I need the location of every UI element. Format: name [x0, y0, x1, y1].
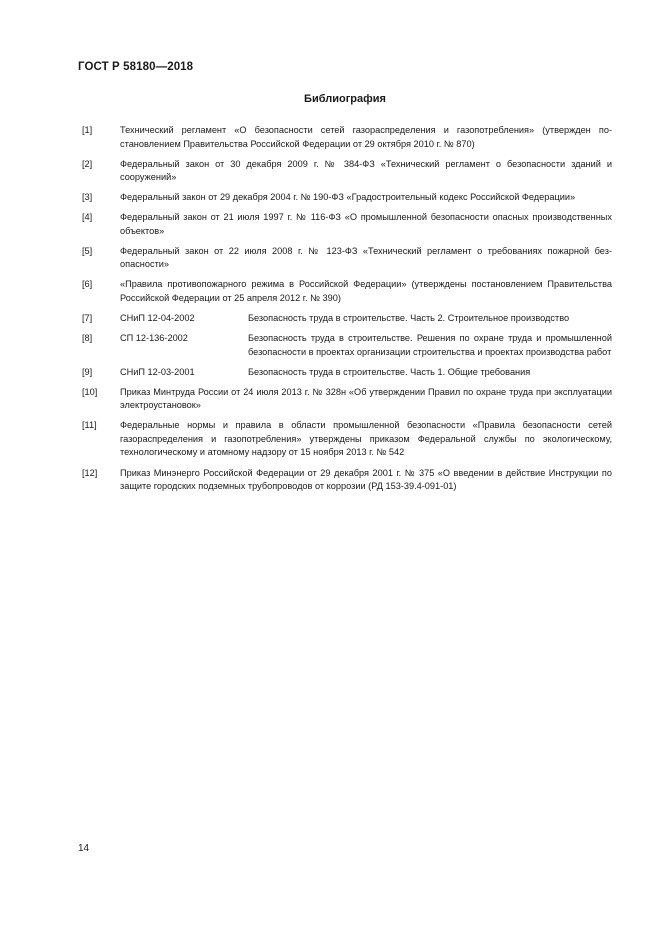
bibliography-entry [82, 245, 612, 272]
document-code: ГОСТ Р 58180—2018 [78, 61, 194, 73]
bibliography-entry [82, 386, 612, 413]
entry-number: [11] [82, 420, 97, 431]
bibliography-entry [82, 366, 612, 380]
entry-number: [9] [82, 366, 93, 377]
entry-text: Технический регламент «О безопасности сетей газораспределения и газопотребления» (утвержден постановлением Правительства Российской Федерации от 29 октября 2010 г. № 870) [120, 125, 612, 149]
entry-text: «Правила противопожарного режима в Российской Федерации» (утверждены постановлением Правительства Российской Федерации от 25 апреля 2012 г. № 390) [120, 279, 612, 303]
page-number: 14 [78, 843, 90, 854]
bibliography-entry [82, 312, 612, 326]
entry-standard-code: СНиП 12-04-2002 [120, 313, 195, 324]
entry-text: Приказ Минтруда России от 24 июля 2013 г. № 328н «Об утверждении Правил по охране труда при эксплуатации электроустановок» [120, 386, 612, 411]
entry-text: Федеральные нормы и правила в области промышленной безопасности «Правила безопасности сетей газораспределения и газопотребления» утверждены приказом Федеральной службы по экологическому, технологическому и атомному надзору от 15 ноября 2013 г. № 542 [120, 420, 612, 458]
entry-number: [1] [82, 125, 93, 135]
bibliography-entry [82, 467, 612, 494]
entry-number: [6] [82, 279, 93, 290]
bibliography-entry [82, 191, 612, 205]
bibliography-entry [82, 158, 612, 185]
entry-text: Федеральный закон от 30 декабря 2009 г. № 384-ФЗ «Технический регламент о безопасности зданий и сооружений» [120, 158, 612, 183]
bibliography-entry [82, 211, 612, 238]
bibliography-entry [82, 278, 612, 305]
bibliography-list [82, 124, 612, 500]
entry-text: Приказ Минэнерго Российской Федерации от 29 декабря 2001 г. № 375 «О введении в действие Инструкции по защите городских подземных трубопроводов от коррозии (РД 153-39.4-091-01) [120, 467, 612, 492]
entry-number: [10] [82, 386, 98, 397]
entry-number: [12] [82, 467, 98, 478]
entry-text: Федеральный закон от 21 июля 1997 г. № 116-ФЗ «О промышленной безопасности опасных производственных объектов» [120, 212, 612, 236]
entry-standard-title: Безопасность труда в строительстве. Решения по охране труда и промышленной безопасности в проектах организации строительства и проектах производства работ [248, 333, 612, 357]
entry-standard-title: Безопасность труда в строительстве. Часть 2. Строительное производство [248, 313, 570, 324]
entry-number: [2] [82, 158, 93, 169]
entry-number: [7] [82, 313, 93, 324]
entry-number: [4] [82, 212, 93, 223]
entry-text: Федеральный закон от 29 декабря 2004 г. № 190-ФЗ «Градостроительный кодекс Российской Федерации» [120, 192, 576, 203]
entry-number: [3] [82, 192, 93, 203]
section-title: Библиография [304, 93, 386, 105]
entry-number: [8] [82, 333, 93, 344]
entry-number: [5] [82, 245, 93, 256]
bibliography-entry [82, 332, 612, 359]
entry-standard-code: СНиП 12-03-2001 [120, 366, 195, 377]
entry-standard-code: СП 12-136-2002 [120, 333, 188, 344]
entry-text: Федеральный закон от 22 июля 2008 г. № 123-ФЗ «Технический регламент о требованиях пожарной безопасности» [120, 245, 612, 270]
bibliography-entry [82, 124, 612, 151]
entry-standard-title: Безопасность труда в строительстве. Часть 1. Общие требования [248, 366, 531, 377]
bibliography-entry [82, 419, 612, 460]
